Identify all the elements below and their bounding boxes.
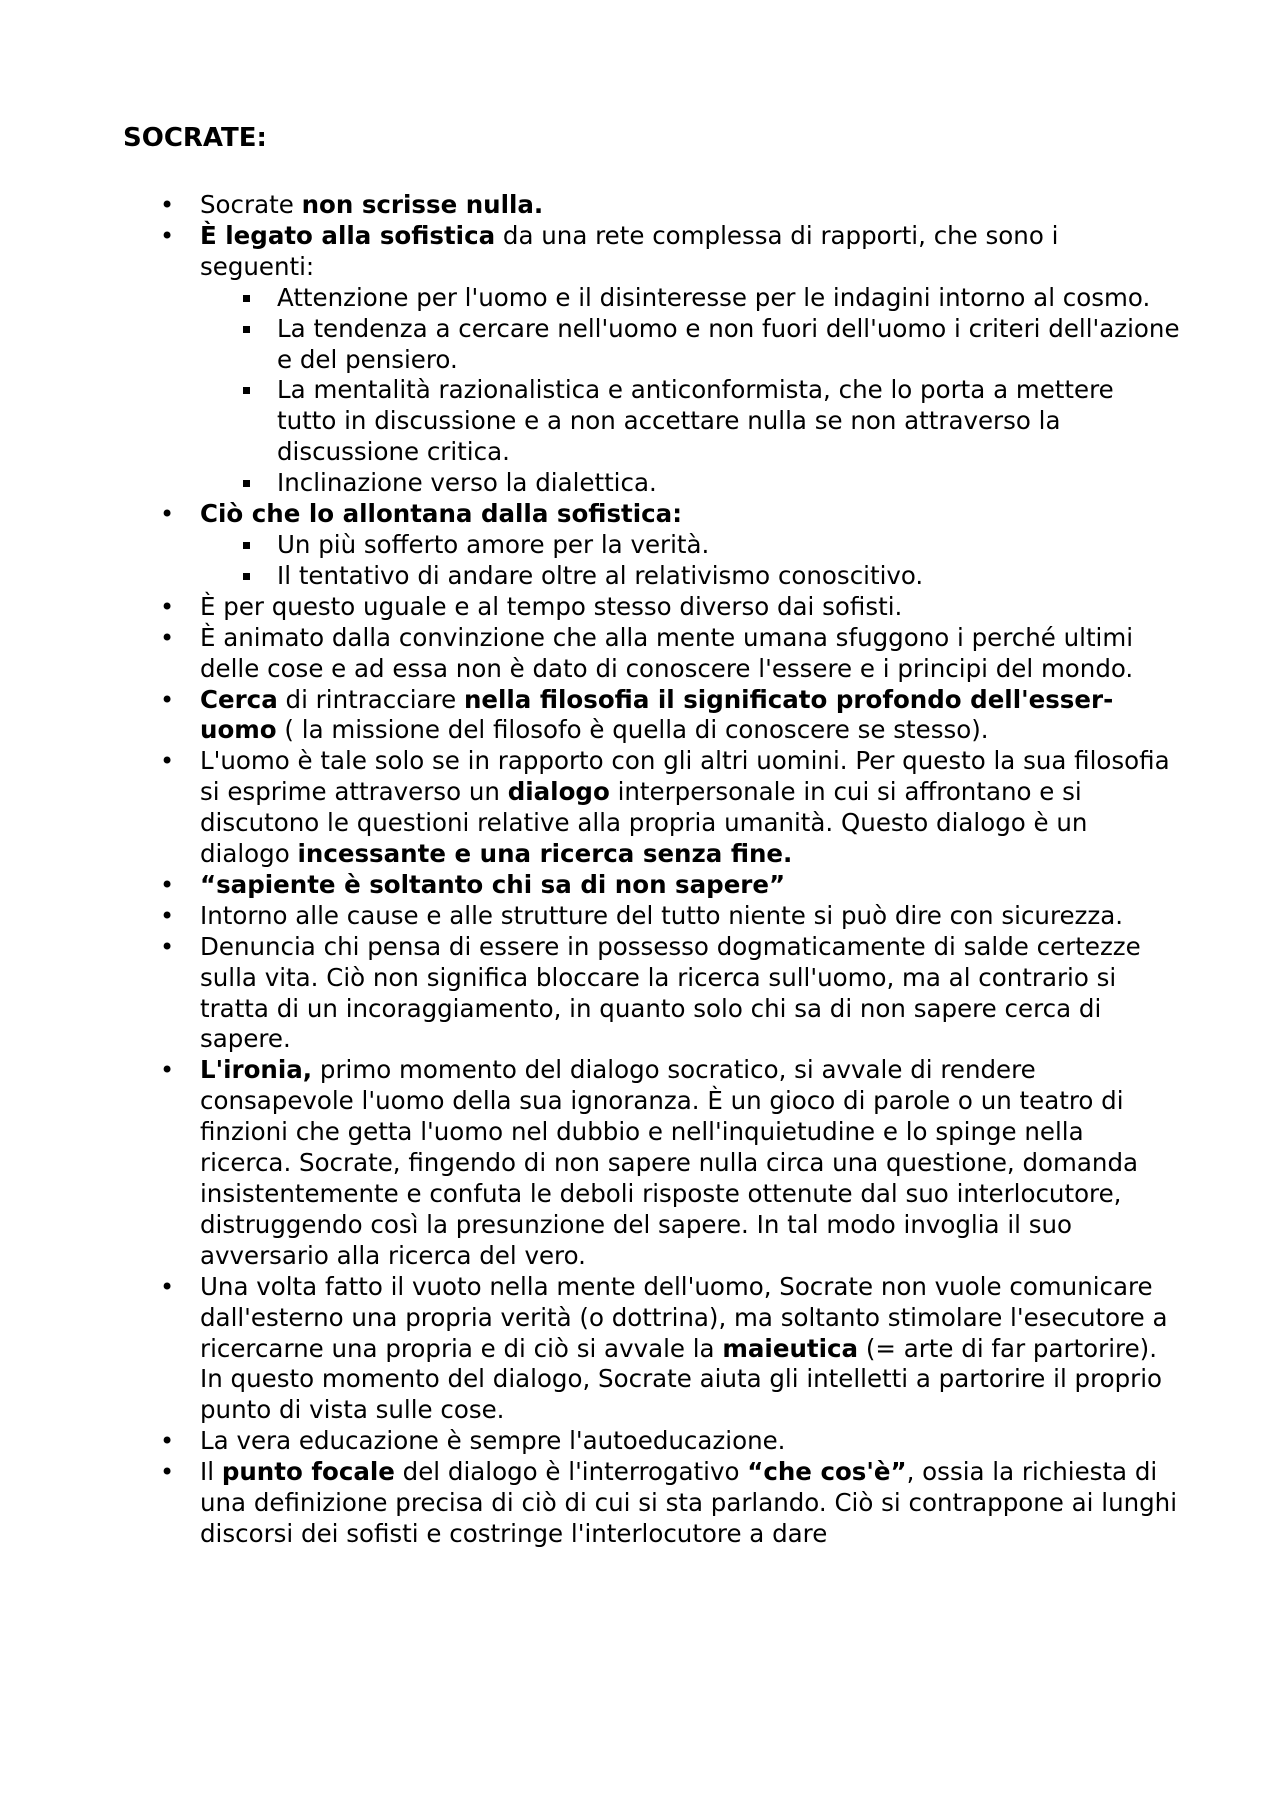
bullet-icon: •	[160, 1458, 175, 1487]
bullet-icon: •	[160, 901, 175, 930]
list-item	[0, 1426, 1280, 1457]
bold-text: dialogo	[507, 777, 610, 807]
bullet-icon: •	[160, 592, 175, 621]
bold-text: maieutica	[722, 1333, 859, 1363]
bullet-icon: •	[160, 870, 175, 899]
list-item	[0, 623, 1280, 685]
text-run: da una rete complessa di rapporti, che sono i seguenti:	[200, 220, 1059, 281]
bullet-icon: •	[160, 623, 175, 652]
list-item	[0, 221, 1280, 499]
text-run: del dialogo è l'interrogativo	[394, 1457, 748, 1487]
list-item-text	[200, 1457, 1177, 1548]
list-item	[0, 499, 1280, 592]
text-run: È animato dalla convinzione che alla mente umana sfuggono i perché ultimi delle cose e ad essa non è dato di conoscere l'essere e i principi del mondo.	[200, 622, 1134, 683]
list-item	[0, 190, 1280, 221]
bullet-icon: •	[160, 747, 175, 776]
list-item	[0, 932, 1280, 1056]
text-run: di rintracciare	[277, 684, 464, 714]
sub-list-item	[200, 561, 1180, 592]
list-item-text	[200, 901, 1123, 930]
bold-text: nella filosofia il significato profondo dell'esser- uomo	[200, 684, 1114, 745]
text-run: È per questo uguale e al tempo stesso diverso dai sofisti.	[200, 591, 903, 621]
text-run: L'uomo è tale solo se in rapporto con gli altri uomini. Per questo la sua filosofia si esprime attraverso un	[200, 746, 1170, 807]
text-run: Una volta fatto il vuoto nella mente dell'uomo, Socrate non vuole comunicare dall'esterno una propria verità (o dottrina), ma soltanto stimolare l'esecutore a ricercarne una propria e di ciò si avvale la	[200, 1271, 1168, 1363]
list-item	[0, 746, 1280, 870]
bullet-icon: •	[160, 191, 175, 219]
text-run: Denuncia chi pensa di essere in possesso dogmaticamente di salde certezze sulla vita. Ciò non significa bloccare la ricerca sull'uomo, ma al contrario si tratta di un incoraggiamento, in quanto solo chi sa di non sapere cerca di sapere.	[200, 931, 1141, 1054]
bold-text: L'ironia,	[200, 1055, 313, 1085]
list-item	[0, 592, 1280, 623]
bullet-icon: •	[160, 1056, 175, 1085]
sub-list-item-text: Attenzione per l'uomo e il disinteresse per le indagini intorno al cosmo.	[277, 282, 1151, 312]
bold-text: incessante e una ricerca senza fine.	[297, 839, 793, 869]
list-item	[0, 1457, 1280, 1550]
list-item-text	[200, 623, 1133, 683]
bullet-icon: •	[160, 685, 175, 714]
bullet-icon: •	[160, 500, 175, 529]
square-bullet-icon	[243, 326, 250, 333]
bold-text: “che cos'è”	[747, 1457, 907, 1487]
square-bullet-icon	[243, 480, 250, 487]
list-item-text	[200, 190, 543, 219]
list-item	[0, 685, 1280, 747]
square-bullet-icon	[243, 542, 250, 549]
sub-list-item	[200, 283, 1180, 314]
square-bullet-icon	[243, 295, 250, 302]
list-item-text	[200, 1426, 785, 1455]
text-run: interpersonale in cui si affrontano e si discutono le questioni relative alla propria umanità. Questo dialogo è un dialogo	[200, 777, 1088, 869]
bullet-icon: •	[160, 932, 175, 961]
list-item	[0, 1272, 1280, 1427]
bullet-icon: •	[160, 1427, 175, 1456]
bold-text: “sapiente è soltanto chi sa di non sapere”	[200, 869, 786, 899]
bullet-icon: •	[160, 221, 175, 250]
text-run: La vera educazione è sempre l'autoeducazione.	[200, 1426, 786, 1456]
list-item	[0, 870, 1280, 901]
sub-list-item-text: Un più sofferto amore per la verità.	[277, 529, 710, 559]
bold-text: punto focale	[221, 1457, 395, 1487]
sub-list-item	[200, 530, 1180, 561]
sub-list-item-text: La tendenza a cercare nell'uomo e non fuori dell'uomo i criteri dell'azione e del pensiero.	[277, 313, 1180, 374]
list-item-text	[200, 685, 1113, 745]
sub-list-item	[200, 314, 1180, 376]
list-item-text	[200, 746, 1170, 868]
list-item	[0, 1055, 1280, 1271]
bullet-icon: •	[160, 1272, 175, 1301]
text-run: , ossia la richiesta di una definizione precisa di ciò di cui si sta parlando. Ciò si contrappone ai lunghi discorsi dei sofisti e costringe l'interlocutore a dare	[200, 1457, 1178, 1548]
bold-text: Cerca	[200, 684, 278, 714]
sub-list-item	[200, 375, 1180, 468]
text-run: Socrate	[200, 190, 302, 219]
text-run: primo momento del dialogo socratico, si avvale di rendere consapevole l'uomo della sua ignoranza. È un gioco di parole o un teatro di finzioni che getta l'uomo nel dubbio e nell'inquietudine e lo spinge nella ricerca. Socrate, fingendo di non sapere nulla circa una questione, domanda insistentemente e confuta le deboli risposte ottenute dal suo interlocutore, distruggendo così la presunzione del sapere. In tal modo invoglia il suo avversario alla ricerca del vero.	[200, 1055, 1139, 1270]
text-run: Intorno alle cause e alle strutture del tutto niente si può dire con sicurezza.	[200, 900, 1124, 930]
list-item-text	[200, 932, 1141, 1054]
list-item-text	[200, 221, 1058, 281]
list-item-text	[200, 499, 682, 528]
sub-list	[200, 530, 1180, 592]
list-item-text	[200, 870, 785, 899]
sub-list-item-text: Inclinazione verso la dialettica.	[277, 468, 657, 498]
list-item-text	[200, 592, 902, 621]
sub-list	[200, 283, 1180, 499]
bold-text: È legato alla sofistica	[200, 220, 496, 250]
sub-list-item-text: Il tentativo di andare oltre al relativismo conoscitivo.	[277, 560, 924, 590]
sub-list-item	[200, 468, 1180, 499]
text-run: (= arte di far partorire). In questo momento del dialogo, Socrate aiuta gli intelletti a partorire il proprio punto di vista sulle cose.	[200, 1333, 1163, 1425]
list-item-text	[200, 1055, 1138, 1269]
page-title: SOCRATE:	[123, 123, 267, 153]
bold-text: non scrisse nulla.	[301, 190, 544, 219]
sub-list-item-text: La mentalità razionalistica e anticonformista, che lo porta a mettere tutto in discussione e a non accettare nulla se non attraverso la discussione critica.	[277, 375, 1114, 467]
text-run: Il	[200, 1457, 222, 1487]
text-run: ( la missione del filosofo è quella di conoscere se stesso).	[276, 715, 989, 745]
square-bullet-icon	[243, 573, 250, 580]
bold-text: Ciò che lo allontana dalla sofistica:	[200, 499, 683, 529]
bullet-list	[0, 190, 1280, 1550]
square-bullet-icon	[243, 387, 250, 394]
list-item	[0, 901, 1280, 932]
list-item-text	[200, 1272, 1168, 1425]
